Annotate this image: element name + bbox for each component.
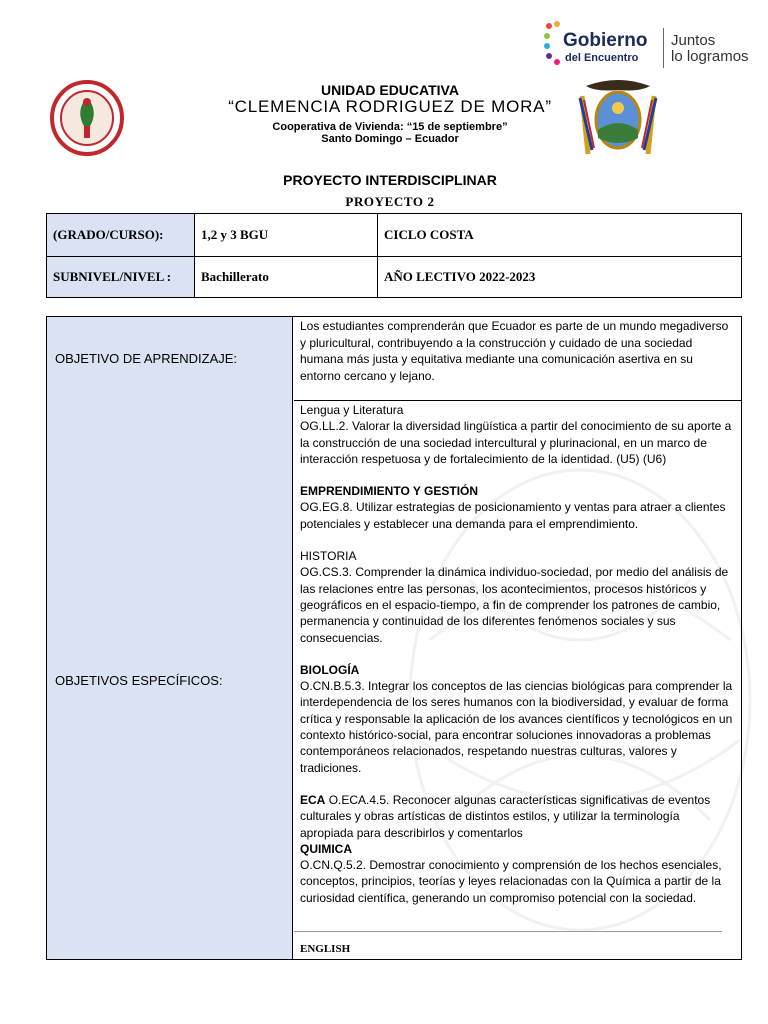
encuentro-word: del Encuentro [565,52,639,64]
level-label: SUBNIVEL/NIVEL : [47,257,195,298]
learning-objective-text: Los estudiantes comprenderán que Ecuador es parte de un mundo megadiverso y pluricultural, contribuyendo a la construcción y cuidado de una sociedad humana más justa y equitativa mediante una comunicación asertiva en su entorno cercano y lejano. [300,319,729,383]
table-row [47,257,742,298]
gobierno-word: Gobierno [563,30,648,51]
chemistry-text: O.CN.Q.5.2. Demostrar conocimiento y comprensión de los hechos esenciales, conceptos, principios, teorías y leyes relacionadas con la Química a partir de la curiosidad científica, generando un compromiso potencial con la sociedad. [300,858,722,905]
school-year: AÑO LECTIVO 2022-2023 [378,257,742,298]
table-row [47,214,742,257]
subject-text: OG.LL.2. Valorar la diversidad lingüística a partir del conocimiento de su aporte a la construcción de una sociedad intercultural y plurinacional, en un marco de interacción respetuosa y de fortalecimiento de la identidad. (U5) (U6) [300,419,732,466]
chemistry-heading: QUIMICA [300,841,352,856]
specific-objectives-label: OBJETIVOS ESPECÍFICOS: [55,673,223,688]
subject-block [300,483,736,532]
subject-block [300,662,736,776]
learning-objective-label: OBJETIVO DE APRENDIZAJE: [55,351,238,366]
info-table [46,213,742,298]
school-name: “CLEMENCIA RODRIGUEZ DE MORA” [228,97,552,116]
address-line-2: Santo Domingo – Ecuador [321,133,459,145]
level-value: Bachillerato [195,257,378,298]
grade-value: 1,2 y 3 BGU [195,214,378,257]
slogan-line-2: lo logramos [671,48,749,65]
logo-separator [663,28,664,68]
specific-objectives-cell [300,402,736,906]
subject-block [300,792,736,841]
school-logo [50,80,124,156]
objectives-table [46,316,742,960]
divider [294,931,722,932]
subject-block [300,841,736,906]
grade-label: (GRADO/CURSO): [47,214,195,257]
eca-text: O.ECA.4.5. Reconocer algunas características significativas de eventos culturales y obras artísticas de distintos estilos, y utilizar la terminología apropiada para describirlos y comentarlos [300,792,711,840]
labels-column [47,317,293,959]
learning-objective-cell [294,317,742,401]
subject-heading: Lengua y Literatura [300,403,404,417]
project-title: PROYECTO INTERDISCIPLINAR [283,172,497,188]
subject-text: OG.CS.3. Comprender la dinámica individuo-sociedad, por medio del análisis de las relaciones entre las personas, los acontecimientos, procesos históricos y geográficos en el espacio-tiempo, a fin de comprender los patrones de cambio, permanencia y continuidad de los diferentes fenómenos sociales y sus consecuencias. [300,565,729,645]
cycle-value: CICLO COSTA [378,214,742,257]
subject-text: OG.EG.8. Utilizar estrategias de posicionamiento y ventas para atraer a clientes potenciales y establecer una demanda para el emprendimiento. [300,500,726,531]
subject-text: O.CN.B.5.3. Integrar los conceptos de las ciencias biológicas para comprender la interdependencia de los seres humanos con la biodiversidad, y evaluar de forma crítica y responsable la aplicación de los avances científicos y tecnológicos en un contexto histórico-social, para encontrar soluciones innovadoras a problemas contemporáneos relacionados, respetando nuestras culturas, valores y tradiciones. [300,679,733,775]
subject-block [300,402,736,467]
project-number: PROYECTO 2 [345,194,435,209]
subject-heading: HISTORIA [300,549,357,564]
subject-block [300,548,736,646]
address-line-1: Cooperativa de Vivienda: “15 de septiembre” [272,121,508,133]
school-type: UNIDAD EDUCATIVA [321,82,459,98]
gobierno-mark-icon [543,20,565,66]
gobierno-logo [543,14,758,70]
subject-heading: EMPRENDIMIENTO Y GESTIÓN [300,484,479,499]
english-heading: ENGLISH [300,943,351,955]
subject-heading: BIOLOGÍA [300,662,360,677]
eca-heading: ECA [300,792,326,807]
slogan-line-1: Juntos [671,32,716,49]
